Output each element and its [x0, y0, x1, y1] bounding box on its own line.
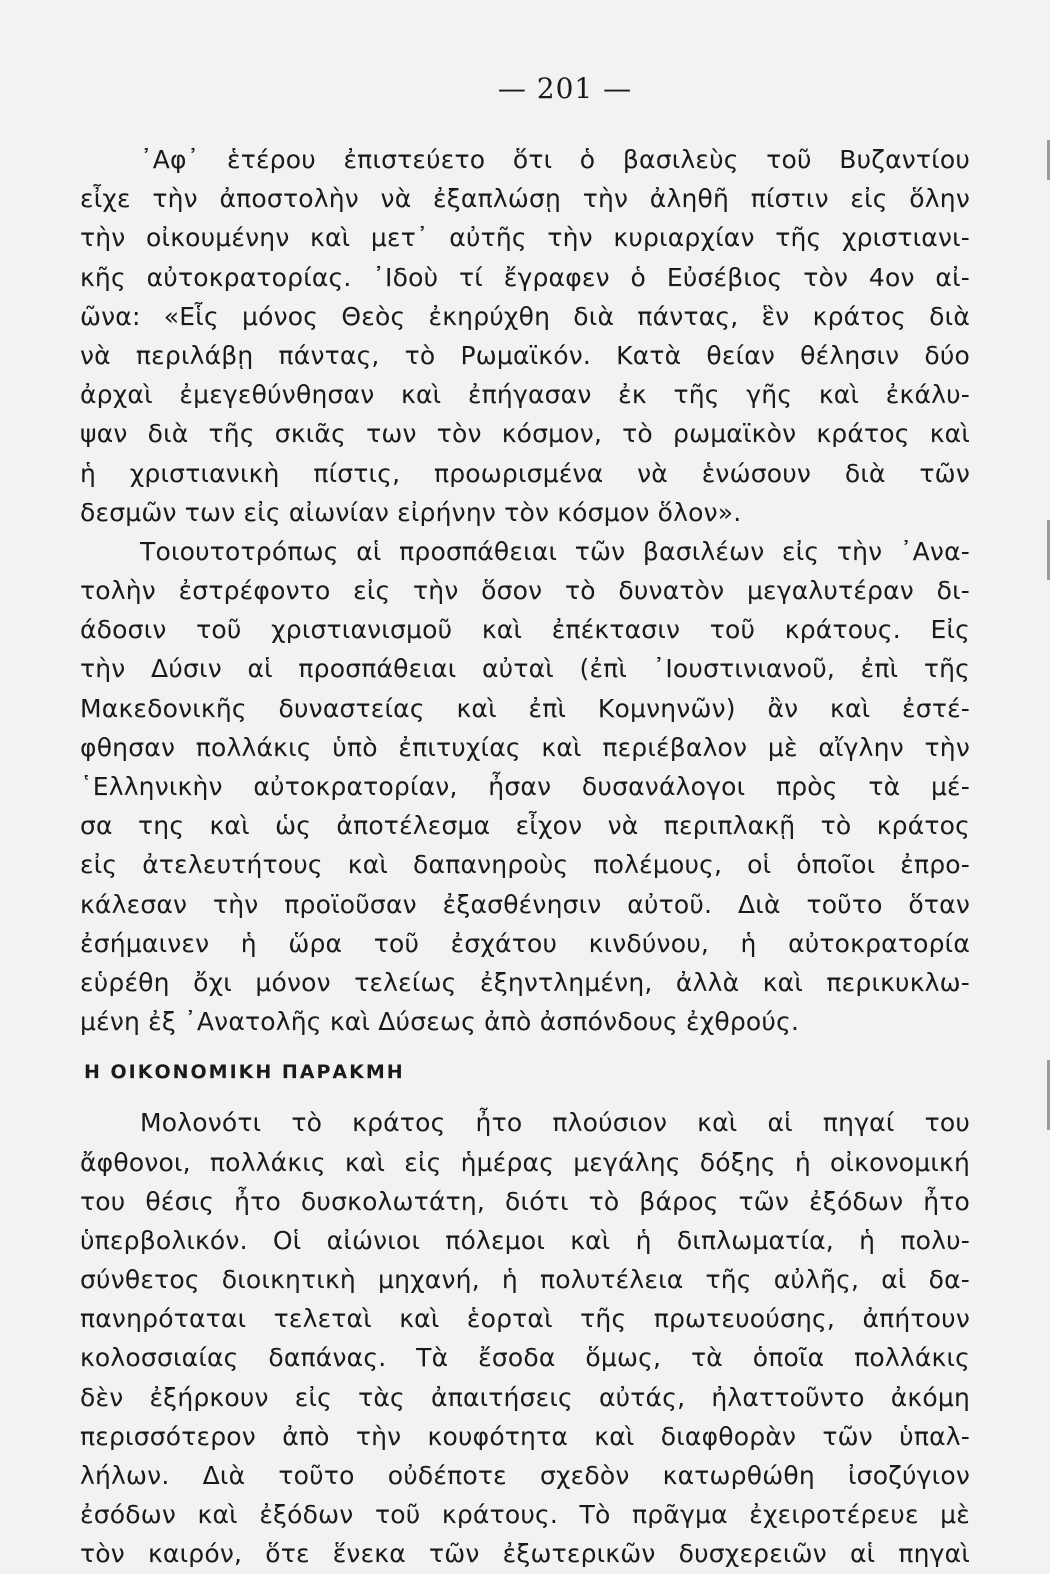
text-line: Μολονότι τὸ κράτος ἦτο πλούσιον καὶ αἱ πηγαί του [140, 1108, 970, 1138]
text-line: ἐσήμαινεν ἡ ὥρα τοῦ ἐσχάτου κινδύνου, ἡ αὐτοκρατορία [80, 928, 970, 958]
text-line: τὸν καιρόν, ὅτε ἕνεκα τῶν ἐξωτερικῶν δυσχερειῶν αἱ πηγαὶ [80, 1539, 970, 1569]
text-line: λήλων. Διὰ τοῦτο οὐδέποτε σχεδὸν κατωρθώθη ἰσοζύγιον [80, 1461, 970, 1490]
body-text [80, 140, 970, 1574]
text-line: ψαν διὰ τῆς σκιᾶς των τὸν κόσμον, τὸ ρωμαϊκὸν κράτος καὶ [80, 419, 970, 449]
text-line: ἀρχαὶ ἐμεγεθύνθησαν καὶ ἐπήγασαν ἐκ τῆς γῆς καὶ ἐκάλυ- [80, 380, 970, 410]
paragraph-3 [80, 1103, 970, 1573]
paragraph-2 [80, 532, 970, 1041]
text-line: ἡ χριστιανικὴ πίστις, προωρισμένα νὰ ἑνώσουν διὰ τῶν [80, 458, 970, 488]
text-line: Τοιουτοτρόπως αἱ προσπάθειαι τῶν βασιλέων εἰς τὴν ᾿Ανα- [140, 536, 970, 566]
text-line: νὰ περιλάβῃ πάντας, τὸ Ρωμαϊκόν. Κατὰ θείαν θέλησιν δύο [80, 340, 970, 370]
text-line: τολὴν ἐστρέφοντο εἰς τὴν ὅσον τὸ δυνατὸν μεγαλυτέραν δι- [80, 576, 970, 606]
text-line: εἶχε τὴν ἀποστολὴν νὰ ἐξαπλώσῃ τὴν ἀληθῆ πίστιν εἰς ὅλην [80, 184, 970, 214]
page-number: — 201 — [497, 72, 633, 105]
text-line: σα της καὶ ὡς ἀποτέλεσμα εἶχον νὰ περιπλακῇ τὸ κράτος [80, 811, 970, 841]
text-line: πανηρόταται τελεταὶ καὶ ἑορταὶ τῆς πρωτευούσης, ἀπήτουν [80, 1304, 970, 1334]
text-line: κολοσσιαίας δαπάνας. Τὰ ἔσοδα ὅμως, τὰ ὁποῖα πολλάκις [80, 1343, 970, 1373]
text-line: κάλεσαν τὴν προϊοῦσαν ἐξασθένησιν αὐτοῦ. Διὰ τοῦτο ὅταν [80, 889, 970, 919]
section-heading: Η ΟΙΚΟΝΟΜΙΚΗ ΠΑΡΑΚΜΗ [84, 1061, 405, 1084]
text-line: εὑρέθη ὄχι μόνον τελείως ἐξηντλημένη, ἀλλὰ καὶ περικυκλω- [80, 967, 970, 997]
text-line: ὑπερβολικόν. Οἱ αἰώνιοι πόλεμοι καὶ ἡ διπλωματία, ἡ πολυ- [80, 1225, 970, 1255]
text-line: άδοσιν τοῦ χριστιανισμοῦ καὶ ἐπέκτασιν τοῦ κράτους. Εἰς [80, 615, 970, 645]
text-line: ᾿Αφ᾿ ἑτέρου ἐπιστεύετο ὅτι ὁ βασιλεὺς τοῦ Βυζαντίου [140, 145, 970, 174]
text-line: φθησαν πολλάκις ὑπὸ ἐπιτυχίας καὶ περιέβαλον μὲ αἴγλην τὴν [80, 732, 970, 762]
text-line: κῆς αὐτοκρατορίας. ᾿Ιδοὺ τί ἔγραφεν ὁ Εὐσέβιος τὸν 4ον αἰ- [80, 262, 970, 292]
text-line: τὴν οἰκουμένην καὶ μετ᾿ αὐτῆς τὴν κυριαρχίαν τῆς χριστιανι- [80, 223, 970, 253]
text-line: Μακεδονικῆς δυναστείας καὶ ἐπὶ Κομνηνῶν) ἂν καὶ ἐστέ- [80, 693, 970, 723]
text-line: του θέσις ἦτο δυσκολωτάτη, διότι τὸ βάρος τῶν ἐξόδων ἦτο [80, 1186, 970, 1216]
text-line: ῾Ελληνικὴν αὐτοκρατορίαν, ἦσαν δυσανάλογοι πρὸς τὰ μέ- [80, 772, 970, 801]
text-line: ῶνα: «Εἷς μόνος Θεὸς ἐκηρύχθη διὰ πάντας, ἓν κράτος διὰ [80, 301, 970, 331]
text-line: σύνθετος διοικητικὴ μηχανή, ἡ πολυτέλεια τῆς αὐλῆς, αἱ δα- [80, 1265, 970, 1295]
text-line: περισσότερον ἀπὸ τὴν κουφότητα καὶ διαφθορὰν τῶν ὑπαλ- [80, 1421, 970, 1451]
text-line: δεσμῶν των εἰς αἰωνίαν εἰρήνην τὸν κόσμον ὅλον». [80, 497, 742, 527]
text-line: τὴν Δύσιν αἱ προσπάθειαι αὐταὶ (ἐπὶ ᾿Ιουστινιανοῦ, ἐπὶ τῆς [80, 654, 970, 684]
paragraph-1 [80, 140, 970, 532]
text-line: μένη ἐξ ᾿Ανατολῆς καὶ Δύσεως ἀπὸ ἀσπόνδους ἐχθρούς. [80, 1007, 800, 1037]
text-line: ἄφθονοι, πολλάκις καὶ εἰς ἡμέρας μεγάλης δόξης ἡ οἰκονομική [80, 1147, 970, 1177]
text-line: εἰς ἀτελευτήτους καὶ δαπανηροὺς πολέμους, οἱ ὁποῖοι ἐπρο- [80, 850, 970, 880]
text-line: δὲν ἐξήρκουν εἰς τὰς ἀπαιτήσεις αὐτάς, ἠλαττοῦντο ἀκόμη [80, 1382, 970, 1412]
text-line: ἐσόδων καὶ ἐξόδων τοῦ κράτους. Τὸ πρᾶγμα ἐχειροτέρευε μὲ [80, 1500, 970, 1530]
